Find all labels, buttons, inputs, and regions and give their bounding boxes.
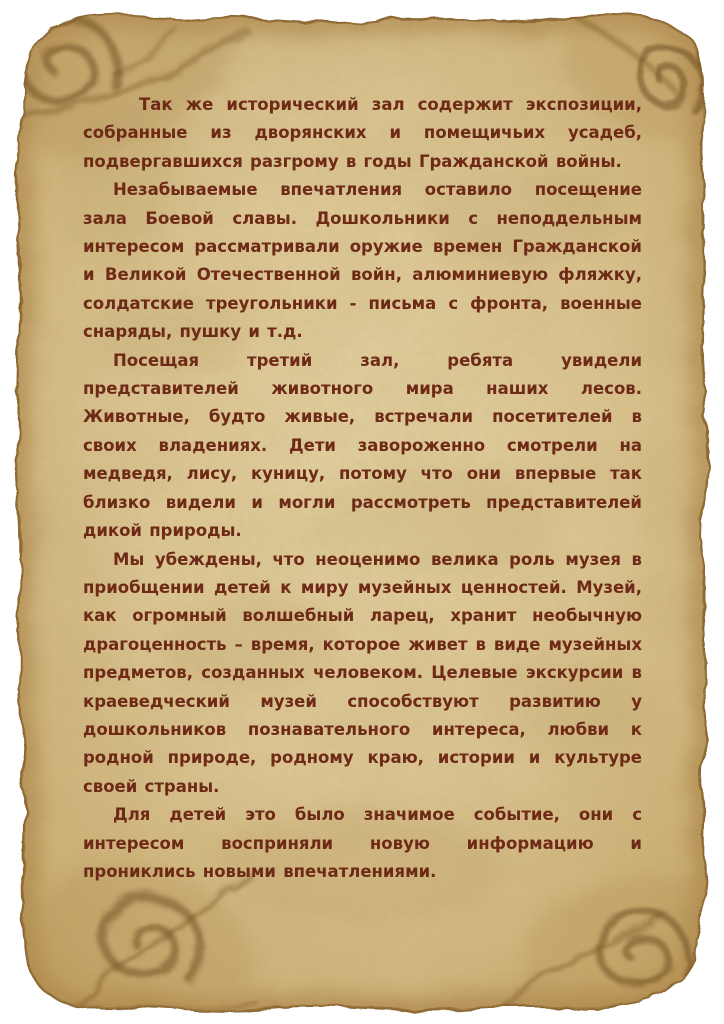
paragraph-1: Так же исторический зал содержит экспозиции, собранные из дворянских и помещичьих усадеб, подвергавшихся разгрому в годы Гражданской войны. bbox=[83, 95, 642, 171]
paragraph-3: Посещая третий зал, ребята увидели представителей животного мира наших лесов. Животные, будто живые, встречали посетителей в своих владениях. Дети завороженно смотрели на медведя, лису, куницу, потому что они впервые так близко видели и могли рассмотреть представителей дикой природы. bbox=[83, 350, 642, 541]
paragraph-5: Для детей это было значимое событие, они с интересом восприняли новую информацию и прониклись новыми впечатлениями. bbox=[83, 805, 642, 881]
paragraph-2: Незабываемые впечатления оставило посещение зала Боевой славы. Дошкольники с неподдельным интересом рассматривали оружие времен Гражданской и Великой Отечественной войн, алюминиевую фляжку, солдатские треугольники - письма с фронта, военные снаряды, пушку и т.д. bbox=[83, 180, 642, 342]
paragraph-4: Мы убеждены, что неоценимо велика роль музея в приобщении детей к миру музейных ценностей. Музей, как огромный волшебный ларец, хранит необычную драгоценность – время, которое живет в виде музейных предметов, созданных человеком. Целевые экскурсии в краеведческий музей способствуют развитию у дошкольников познавательного интереса, любви к родной природе, родному краю, истории и культуре своей страны. bbox=[83, 549, 642, 796]
document-text bbox=[83, 91, 642, 886]
